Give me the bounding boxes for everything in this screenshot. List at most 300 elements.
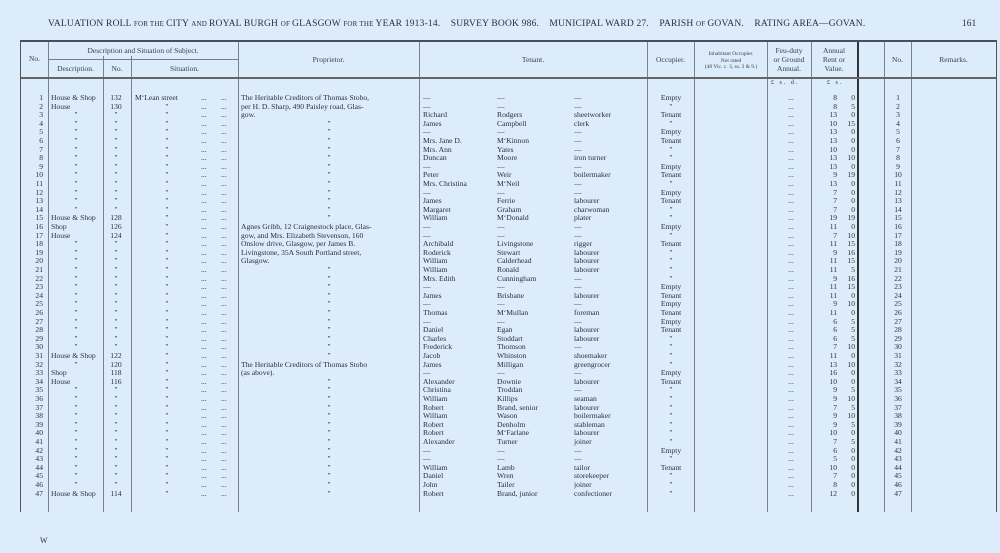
- rent-shillings: 16: [847, 248, 855, 257]
- situation: ": [165, 481, 169, 489]
- table-row: [21, 163, 996, 172]
- leader-dots: ...: [201, 94, 207, 102]
- proprietor: ": [327, 352, 331, 360]
- feu-duty: ...: [788, 481, 794, 489]
- proprietor: ": [327, 317, 331, 326]
- feu-duty: ...: [788, 420, 794, 429]
- description: ": [74, 446, 78, 455]
- row-number: 14: [35, 205, 43, 214]
- occupier: ": [669, 472, 673, 481]
- leader-dots: ...: [201, 154, 207, 163]
- leader-dots: ...: [221, 472, 227, 481]
- occupier: Empty: [660, 188, 682, 197]
- rent-shillings: 5: [851, 334, 855, 343]
- occupier: Empty: [660, 223, 682, 231]
- occupier: Tenant: [660, 309, 682, 317]
- tenant-first-name: James: [423, 360, 442, 369]
- rent-pounds: 13: [829, 137, 837, 145]
- situation: ": [165, 300, 169, 309]
- description: ": [74, 309, 78, 317]
- rent-shillings: 0: [851, 352, 855, 360]
- row-number-right: 28: [894, 326, 902, 335]
- tenant-first-name: William: [423, 266, 448, 274]
- leader-dots: ...: [221, 162, 227, 171]
- situation: ": [165, 489, 169, 498]
- situation: ": [165, 283, 169, 292]
- proprietor: (as above).: [241, 369, 275, 378]
- proprietor: ": [327, 386, 331, 395]
- leader-dots: ...: [221, 489, 227, 498]
- rent-pounds: 7: [833, 197, 837, 206]
- leader-dots: ...: [221, 300, 227, 309]
- table-row: [21, 318, 996, 327]
- tenant-occupation: labourer: [574, 403, 600, 412]
- rent-shillings: 0: [851, 369, 855, 378]
- tenant-occupation: boilermaker: [574, 412, 611, 421]
- table-row: [21, 266, 996, 275]
- tenant-first-name: —: [423, 300, 431, 309]
- table-row: [21, 404, 996, 413]
- tenant-first-name: —: [423, 128, 431, 137]
- tenant-surname: Stewart: [497, 248, 521, 257]
- house-number: ": [114, 343, 118, 352]
- occupier: ": [669, 248, 673, 257]
- rent-shillings: 10: [847, 412, 855, 421]
- tenant-surname: —: [497, 102, 505, 111]
- situation: ": [165, 334, 169, 343]
- col-number: No.: [111, 64, 123, 73]
- row-number: 17: [35, 231, 43, 240]
- tenant-first-name: Frederick: [423, 343, 453, 352]
- row-number-right: 29: [894, 334, 902, 343]
- proprietor: ": [327, 455, 331, 464]
- tenant-surname: Brand, senior: [497, 403, 538, 412]
- description: ": [74, 197, 78, 206]
- house-number: 124: [110, 231, 122, 240]
- table-row: [21, 189, 996, 198]
- row-number-right: 22: [894, 274, 902, 283]
- description: ": [74, 463, 78, 472]
- rent-pounds: 13: [829, 162, 837, 171]
- leader-dots: ...: [201, 377, 207, 386]
- table-row: [21, 395, 996, 404]
- occupier: Empty: [660, 446, 682, 455]
- description: ": [74, 180, 78, 188]
- rent-pounds: 11: [829, 257, 837, 266]
- tenant-occupation: labourer: [574, 334, 600, 343]
- tenant-first-name: —: [423, 162, 431, 171]
- tenant-first-name: James: [423, 291, 442, 300]
- table-row: [21, 223, 996, 232]
- rent-shillings: 15: [847, 257, 855, 266]
- leader-dots: ...: [201, 300, 207, 309]
- leader-dots: ...: [221, 274, 227, 283]
- situation: M‘Lean street: [135, 94, 178, 102]
- house-number: 118: [110, 369, 122, 378]
- parish: GOVAN.: [707, 19, 744, 29]
- tenant-occupation: —: [574, 102, 582, 111]
- tenant-first-name: Daniel: [423, 326, 444, 335]
- row-number: 16: [35, 223, 43, 231]
- rent-shillings: 15: [847, 240, 855, 249]
- tenant-first-name: Roderick: [423, 248, 451, 257]
- table-row: [21, 412, 996, 421]
- row-number-right: 18: [894, 240, 902, 249]
- rent-shillings: 0: [851, 463, 855, 472]
- occupier: ": [669, 360, 673, 369]
- situation: ": [165, 429, 169, 438]
- situation: ": [165, 352, 169, 360]
- situation: ": [165, 102, 169, 111]
- rent-pounds: 8: [833, 94, 837, 102]
- situation: ": [165, 266, 169, 274]
- house-number: ": [114, 317, 118, 326]
- table-row: [21, 429, 996, 438]
- row-number-right: 6: [896, 137, 900, 145]
- situation: ": [165, 197, 169, 206]
- feu-duty: ...: [788, 360, 794, 369]
- tenant-occupation: —: [574, 162, 582, 171]
- row-number-right: 42: [894, 446, 902, 455]
- tenant-surname: M‘Farlane: [497, 429, 530, 438]
- rent-pounds: 9: [833, 412, 837, 421]
- row-number-right: 4: [896, 119, 900, 128]
- occupier: Tenant: [660, 197, 682, 206]
- house-number: ": [114, 197, 118, 206]
- row-number-right: 16: [894, 223, 902, 231]
- situation: ": [165, 403, 169, 412]
- tenant-surname: Lamb: [497, 463, 515, 472]
- col-desc-group: Description and Situation of Subject.: [87, 46, 199, 55]
- feu-duty: ...: [788, 283, 794, 292]
- tenant-first-name: Thomas: [423, 309, 448, 317]
- table-row: [21, 455, 996, 464]
- tenant-surname: Ferrie: [497, 197, 516, 206]
- tenant-first-name: John: [423, 481, 438, 489]
- tenant-occupation: —: [574, 137, 582, 145]
- rent-shillings: 5: [851, 317, 855, 326]
- tenant-surname: Killips: [497, 395, 518, 403]
- feu-duty: ...: [788, 240, 794, 249]
- description: ": [74, 240, 78, 249]
- rent-pounds: 9: [833, 386, 837, 395]
- tenant-surname: Graham: [497, 205, 522, 214]
- rent-shillings: 0: [851, 162, 855, 171]
- situation: ": [165, 248, 169, 257]
- row-number: 38: [35, 412, 43, 421]
- house-number: ": [114, 205, 118, 214]
- tenant-first-name: —: [423, 283, 431, 292]
- proprietor: ": [327, 429, 331, 438]
- tenant-first-name: Duncan: [423, 154, 447, 163]
- feu-duty: ...: [788, 326, 794, 335]
- leader-dots: ...: [201, 403, 207, 412]
- leader-dots: ...: [221, 248, 227, 257]
- tenant-occupation: —: [574, 283, 582, 292]
- proprietor: ": [327, 438, 331, 446]
- proprietor: ": [327, 300, 331, 309]
- tenant-first-name: Peter: [423, 171, 439, 180]
- occupier: ": [669, 429, 673, 438]
- proprietor: ": [327, 481, 331, 489]
- occupier: ": [669, 489, 673, 498]
- row-number: 19: [35, 248, 43, 257]
- proprietor: gow, and Mrs. Elizabeth Stevenson, 160: [241, 231, 364, 240]
- rent-shillings: 0: [851, 472, 855, 481]
- house-number: 126: [110, 223, 122, 231]
- leader-dots: ...: [221, 463, 227, 472]
- row-number-right: 11: [894, 180, 902, 188]
- situation: ": [165, 455, 169, 464]
- tenant-first-name: Margaret: [423, 205, 451, 214]
- description: ": [74, 455, 78, 464]
- leader-dots: ...: [201, 291, 207, 300]
- rent-shillings: 5: [851, 420, 855, 429]
- table-row: [21, 180, 996, 189]
- tenant-first-name: William: [423, 395, 448, 403]
- situation: ": [165, 446, 169, 455]
- leader-dots: ...: [201, 317, 207, 326]
- feu-duty: ...: [788, 94, 794, 102]
- feu-duty: ...: [788, 352, 794, 360]
- occupier: ": [669, 455, 673, 464]
- footer-mark: W: [40, 536, 48, 545]
- house-number: 120: [110, 360, 122, 369]
- tenant-occupation: shoemaker: [574, 352, 607, 360]
- leader-dots: ...: [221, 240, 227, 249]
- feu-duty: ...: [788, 317, 794, 326]
- situation: ": [165, 438, 169, 446]
- leader-dots: ...: [221, 455, 227, 464]
- leader-dots: ...: [221, 352, 227, 360]
- leader-dots: ...: [201, 162, 207, 171]
- proprietor: ": [327, 180, 331, 188]
- description: ": [74, 395, 78, 403]
- table-row: [21, 249, 996, 258]
- row-number-right: 9: [896, 162, 900, 171]
- tenant-surname: Troddan: [497, 386, 523, 395]
- rent-pounds: 10: [829, 119, 837, 128]
- col-feu-duty: [767, 46, 811, 73]
- tenant-occupation: —: [574, 128, 582, 137]
- house-number: 128: [110, 214, 122, 223]
- description: ": [74, 429, 78, 438]
- proprietor: ": [327, 145, 331, 154]
- tenant-surname: M‘Donald: [497, 214, 529, 223]
- proprietor: ": [327, 377, 331, 386]
- occupier: Tenant: [660, 240, 682, 249]
- tenant-occupation: labourer: [574, 291, 600, 300]
- house-number: ": [114, 300, 118, 309]
- house-number: ": [114, 481, 118, 489]
- row-number-right: 21: [894, 266, 902, 274]
- row-number: 45: [35, 472, 43, 481]
- tenant-occupation: labourer: [574, 429, 600, 438]
- tenant-occupation: iron turner: [574, 154, 607, 163]
- rent-shillings: 0: [851, 137, 855, 145]
- feu-duty: ...: [788, 377, 794, 386]
- tenant-first-name: —: [423, 188, 431, 197]
- house-number: ": [114, 472, 118, 481]
- situation: ": [165, 343, 169, 352]
- proprietor: ": [327, 403, 331, 412]
- situation: ": [165, 274, 169, 283]
- description: House: [51, 102, 71, 111]
- house-number: ": [114, 248, 118, 257]
- leader-dots: ...: [221, 102, 227, 111]
- description: ": [74, 266, 78, 274]
- row-number-right: 5: [896, 128, 900, 137]
- proprietor: ": [327, 489, 331, 498]
- feu-duty: ...: [788, 395, 794, 403]
- rent-pounds: 7: [833, 205, 837, 214]
- feu-duty: ...: [788, 438, 794, 446]
- occupier: ": [669, 205, 673, 214]
- rent-pounds: 10: [829, 429, 837, 438]
- tenant-first-name: James: [423, 119, 442, 128]
- house-number: ": [114, 395, 118, 403]
- feu-duty: ...: [788, 334, 794, 343]
- table-row: [21, 490, 996, 499]
- house-number: 132: [110, 94, 122, 102]
- feu-duty: ...: [788, 214, 794, 223]
- rent-shillings: 5: [851, 326, 855, 335]
- rent-shillings: 0: [851, 377, 855, 386]
- description: ": [74, 145, 78, 154]
- house-number: ": [114, 412, 118, 421]
- description: ": [74, 317, 78, 326]
- description: ": [74, 137, 78, 145]
- title-text: OF: [696, 20, 708, 28]
- leader-dots: ...: [201, 214, 207, 223]
- row-number-right: 37: [894, 403, 902, 412]
- situation: ": [165, 111, 169, 120]
- tenant-surname: Tailer: [497, 481, 515, 489]
- tenant-first-name: Alexander: [423, 438, 455, 446]
- situation: ": [165, 171, 169, 180]
- row-number-right: 44: [894, 463, 902, 472]
- row-number: 28: [35, 326, 43, 335]
- occupier: ": [669, 102, 673, 111]
- leader-dots: ...: [221, 360, 227, 369]
- row-number: 29: [35, 334, 43, 343]
- tenant-first-name: William: [423, 214, 448, 223]
- rent-pounds: 7: [833, 343, 837, 352]
- table-row: [21, 481, 996, 490]
- row-number-right: 13: [894, 197, 902, 206]
- description: ": [74, 334, 78, 343]
- situation: ": [165, 145, 169, 154]
- rent-shillings: 5: [851, 438, 855, 446]
- tenant-occupation: stableman: [574, 420, 605, 429]
- situation: ": [165, 386, 169, 395]
- occupier: ": [669, 257, 673, 266]
- leader-dots: ...: [201, 463, 207, 472]
- proprietor: ": [327, 291, 331, 300]
- header-line: Annual.: [777, 64, 801, 73]
- rent-units: £ s.: [827, 80, 844, 86]
- feu-units: £ s. d.: [771, 80, 800, 86]
- proprietor: Glasgow.: [241, 257, 270, 266]
- table-row: [21, 378, 996, 387]
- tenant-surname: Thomson: [497, 343, 526, 352]
- leader-dots: ...: [201, 455, 207, 464]
- tenant-surname: Wason: [497, 412, 518, 421]
- row-number-right: 17: [894, 231, 902, 240]
- feu-duty: ...: [788, 111, 794, 120]
- rent-pounds: 6: [833, 326, 837, 335]
- leader-dots: ...: [201, 240, 207, 249]
- table-row: [21, 292, 996, 301]
- tenant-first-name: Robert: [423, 489, 444, 498]
- leader-dots: ...: [221, 386, 227, 395]
- situation: ": [165, 317, 169, 326]
- tenant-occupation: —: [574, 386, 582, 395]
- tenant-first-name: —: [423, 223, 431, 231]
- leader-dots: ...: [201, 197, 207, 206]
- tenant-first-name: James: [423, 197, 442, 206]
- leader-dots: ...: [221, 180, 227, 188]
- rent-shillings: 0: [851, 128, 855, 137]
- occupier: Tenant: [660, 377, 682, 386]
- row-number-right: 32: [894, 360, 902, 369]
- tenant-occupation: confectioner: [574, 489, 612, 498]
- table-row: [21, 421, 996, 430]
- table-row: [21, 240, 996, 249]
- occupier: Tenant: [660, 137, 682, 145]
- feu-duty: ...: [788, 291, 794, 300]
- tenant-surname: —: [497, 94, 505, 102]
- situation: ": [165, 257, 169, 266]
- table-row: [21, 326, 996, 335]
- description: House & Shop: [51, 489, 96, 498]
- description: House: [51, 377, 71, 386]
- row-number: 18: [35, 240, 43, 249]
- leader-dots: ...: [201, 231, 207, 240]
- row-number: 44: [35, 463, 43, 472]
- leader-dots: ...: [221, 137, 227, 145]
- rent-shillings: 0: [851, 455, 855, 464]
- leader-dots: ...: [221, 377, 227, 386]
- row-number-right: 43: [894, 455, 902, 464]
- leader-dots: ...: [201, 395, 207, 403]
- proprietor: Agnes Gribb, 12 Craignestock place, Glas-: [241, 223, 372, 231]
- leader-dots: ...: [221, 223, 227, 231]
- description: ": [74, 274, 78, 283]
- rent-pounds: 13: [829, 128, 837, 137]
- rent-pounds: 12: [829, 489, 837, 498]
- rent-pounds: 8: [833, 481, 837, 489]
- tenant-surname: Downie: [497, 377, 522, 386]
- rent-pounds: 13: [829, 154, 837, 163]
- tenant-occupation: joiner: [574, 438, 592, 446]
- leader-dots: ...: [221, 197, 227, 206]
- rent-shillings: 0: [851, 489, 855, 498]
- row-number: 27: [35, 317, 43, 326]
- occupier: Empty: [660, 128, 682, 137]
- row-number-right: 15: [894, 214, 902, 223]
- tenant-first-name: —: [423, 369, 431, 378]
- parish: PARISH: [659, 19, 697, 29]
- tenant-occupation: —: [574, 188, 582, 197]
- occupier: Empty: [660, 162, 682, 171]
- situation: ": [165, 240, 169, 249]
- row-number-right: 19: [894, 248, 902, 257]
- proprietor: The Heritable Creditors of Thomas Stobo: [241, 360, 368, 369]
- tenant-first-name: Robert: [423, 429, 444, 438]
- rent-pounds: 10: [829, 463, 837, 472]
- description: ": [74, 248, 78, 257]
